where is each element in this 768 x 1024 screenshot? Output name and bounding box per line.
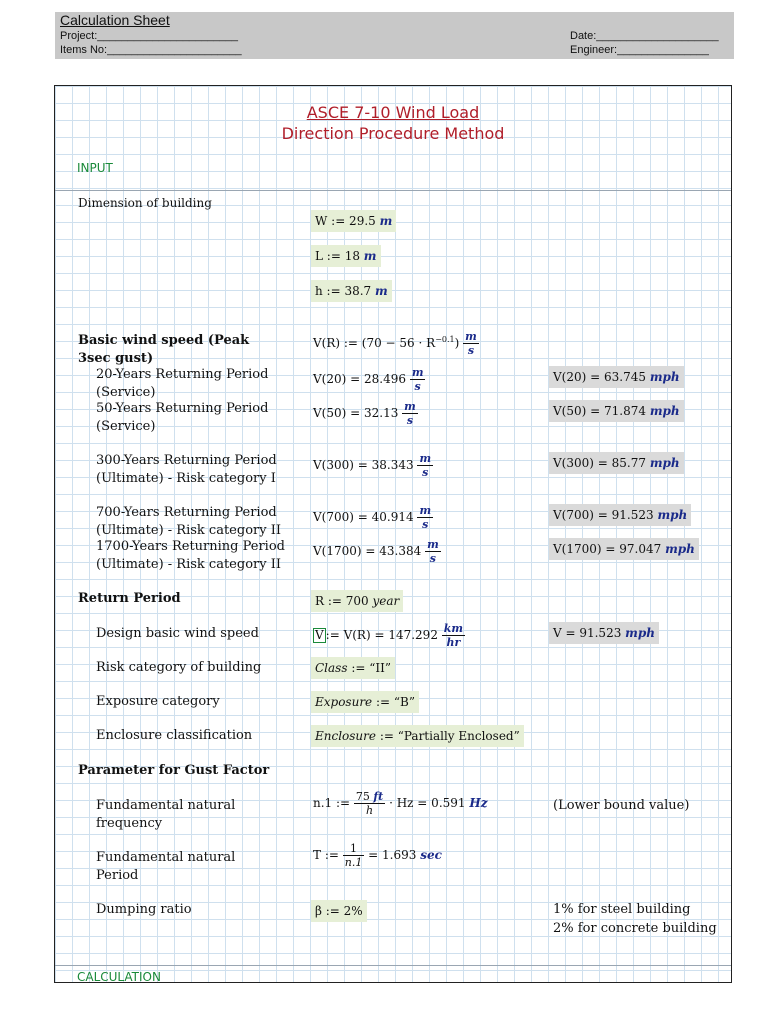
frequency-expr[interactable]: [313, 790, 488, 817]
exposure-category-label: Exposure category: [96, 694, 220, 709]
period-50-label: 50-Years Returning Period (Service): [96, 401, 269, 434]
unit-num: m: [419, 452, 432, 465]
design-speed-var: V: [315, 628, 324, 642]
ft-unit: ft: [373, 790, 384, 803]
frequency-label: Fundamental natural frequency: [96, 798, 236, 831]
period-50-expr[interactable]: [313, 400, 418, 427]
damping-definition[interactable]: β := 2%: [311, 900, 367, 922]
height-definition[interactable]: [311, 280, 392, 302]
design-unit-fraction: [442, 622, 465, 649]
damping-note-concrete: 2% for concrete building: [553, 921, 717, 936]
calculation-section-heading: CALCULATION: [77, 970, 161, 983]
period-1700-result[interactable]: [549, 538, 699, 560]
mph-unit: mph: [649, 404, 680, 418]
unit-fraction: [425, 538, 441, 565]
doc-subtitle: Direction Procedure Method: [281, 124, 505, 143]
period-300-label: 300-Years Returning Period (Ultimate) - Risk category I: [96, 453, 277, 486]
exposure-category-definition[interactable]: [311, 691, 419, 713]
return-period-definition[interactable]: [311, 590, 403, 612]
mph-unit: mph: [649, 456, 680, 470]
width-unit: m: [379, 214, 393, 228]
period-300-result-value: V(300) = 85.77: [553, 456, 646, 470]
period-1700-value: V(1700) = 43.384: [313, 544, 422, 558]
frequency-num-value: 75: [355, 790, 370, 803]
unit-den: s: [429, 552, 436, 565]
period-1700-label: 1700-Years Returning Period (Ultimate) - Risk category II: [96, 539, 285, 572]
unit-den: s: [422, 466, 429, 479]
wind-unit-den: s: [467, 344, 475, 357]
period-700-label: 700-Years Returning Period (Ultimate) - Risk category II: [96, 505, 281, 538]
width-definition[interactable]: [311, 210, 396, 232]
period-700-expr[interactable]: [313, 504, 433, 531]
period-700-value: V(700) = 40.914: [313, 510, 414, 524]
design-speed-result-value: V = 91.523: [553, 626, 622, 640]
hz-unit: Hz: [469, 796, 488, 810]
unit-den: s: [414, 380, 421, 393]
items-field: Items No:______________________: [60, 44, 242, 56]
calculation-sheet-header: [55, 12, 734, 59]
mph-unit: mph: [665, 542, 695, 556]
worksheet: [54, 85, 732, 983]
input-section-heading: INPUT: [77, 161, 113, 175]
mph-unit: mph: [649, 370, 680, 384]
period-50-result[interactable]: [549, 400, 684, 422]
period-1700-result-value: V(1700) = 97.047: [553, 542, 662, 556]
unit-num: m: [404, 400, 416, 413]
period-fraction: [343, 842, 365, 869]
design-speed-result[interactable]: [549, 622, 659, 644]
period-20-result[interactable]: [549, 366, 684, 388]
design-speed-label: Design basic wind speed: [96, 626, 259, 641]
period-20-result-value: V(20) = 63.745: [553, 370, 646, 384]
wind-formula-text: V(R) := (70 − 56 · R: [313, 336, 436, 350]
risk-var: Class: [315, 661, 348, 675]
section-divider: [55, 190, 731, 191]
wind-speed-label: Basic wind speed (Peak 3sec gust): [78, 333, 250, 366]
enclosure-var: Enclosure: [315, 729, 376, 743]
period-20-label: 20-Years Returning Period (Service): [96, 367, 269, 400]
wind-unit-fraction: [463, 330, 479, 357]
gust-factor-label: Parameter for Gust Factor: [78, 763, 270, 778]
period-1700-expr[interactable]: [313, 538, 441, 565]
risk-category-label: Risk category of building: [96, 660, 262, 675]
unit-num: m: [411, 366, 424, 379]
dimension-label: Dimension of building: [78, 196, 212, 210]
unit-num: m: [419, 504, 432, 517]
return-period-expr: R := 700: [315, 594, 369, 608]
enclosure-value: := “Partially Enclosed”: [379, 729, 520, 743]
return-period-label: Return Period: [78, 591, 181, 606]
length-unit: m: [363, 249, 377, 263]
mph-unit: mph: [625, 626, 655, 640]
wind-speed-formula[interactable]: [313, 330, 479, 357]
period-300-expr[interactable]: [313, 452, 433, 479]
enclosure-definition[interactable]: [311, 725, 524, 747]
project-field: Project:_______________________: [60, 30, 238, 42]
wind-formula-exponent: −0.1: [435, 335, 455, 344]
height-expr: h := 38.7: [315, 284, 372, 298]
exposure-value: := “B”: [376, 695, 415, 709]
period-300-result[interactable]: [549, 452, 684, 474]
unit-fraction: [402, 400, 418, 427]
engineer-field: Engineer:_______________: [570, 44, 709, 56]
frequency-note: (Lower bound value): [553, 798, 690, 813]
wind-unit-num: m: [465, 330, 477, 343]
unit-fraction: [417, 504, 433, 531]
width-expr: W := 29.5: [315, 214, 376, 228]
hr-unit: hr: [446, 636, 461, 649]
unit-fraction: [417, 452, 433, 479]
unit-num: m: [427, 538, 439, 551]
period-50-result-value: V(50) = 71.874: [553, 404, 646, 418]
damping-label: Dumping ratio: [96, 902, 192, 917]
period-300-value: V(300) = 38.343: [313, 458, 414, 472]
unit-den: s: [406, 414, 414, 427]
period-700-result-value: V(700) = 91.523: [553, 508, 654, 522]
height-unit: m: [375, 284, 388, 298]
period-lhs: T :=: [313, 848, 339, 862]
period-20-value: V(20) = 28.496: [313, 372, 406, 386]
period-result: = 1.693: [368, 848, 417, 862]
period-num: 1: [343, 842, 365, 856]
period-20-expr[interactable]: [313, 366, 425, 393]
period-den: n.1: [344, 856, 363, 869]
period-700-result[interactable]: [549, 504, 691, 526]
frequency-lhs: n.1 :=: [313, 796, 351, 810]
length-expr: L := 18: [315, 249, 360, 263]
period-50-value: V(50) = 32.13: [313, 406, 399, 420]
unit-fraction: [410, 366, 426, 393]
unit-den: s: [422, 518, 429, 531]
sec-unit: sec: [420, 848, 442, 862]
enclosure-label: Enclosure classification: [96, 728, 253, 743]
header-title: Calculation Sheet: [60, 12, 170, 28]
section-divider: [55, 965, 731, 966]
frequency-result: · Hz = 0.591: [389, 796, 466, 810]
return-period-unit: year: [372, 594, 400, 608]
wind-formula-close: ): [454, 336, 460, 350]
length-definition[interactable]: [311, 245, 381, 267]
frequency-num: [354, 790, 385, 804]
frequency-fraction: [354, 790, 385, 817]
risk-category-definition[interactable]: [311, 657, 395, 679]
mph-unit: mph: [657, 508, 688, 522]
risk-value: := “II”: [351, 661, 391, 675]
doc-title: ASCE 7-10 Wind Load: [306, 103, 480, 122]
design-speed-expr[interactable]: [313, 622, 465, 649]
km-unit: km: [443, 622, 464, 635]
date-field: Date:____________________: [570, 30, 719, 42]
exposure-var: Exposure: [315, 695, 373, 709]
design-speed-value: := V(R) = 147.292: [325, 628, 438, 642]
period-label: Fundamental natural Period: [96, 850, 236, 883]
damping-note-steel: 1% for steel building: [553, 902, 691, 917]
period-expr[interactable]: [313, 842, 442, 869]
frequency-den: h: [366, 804, 374, 817]
